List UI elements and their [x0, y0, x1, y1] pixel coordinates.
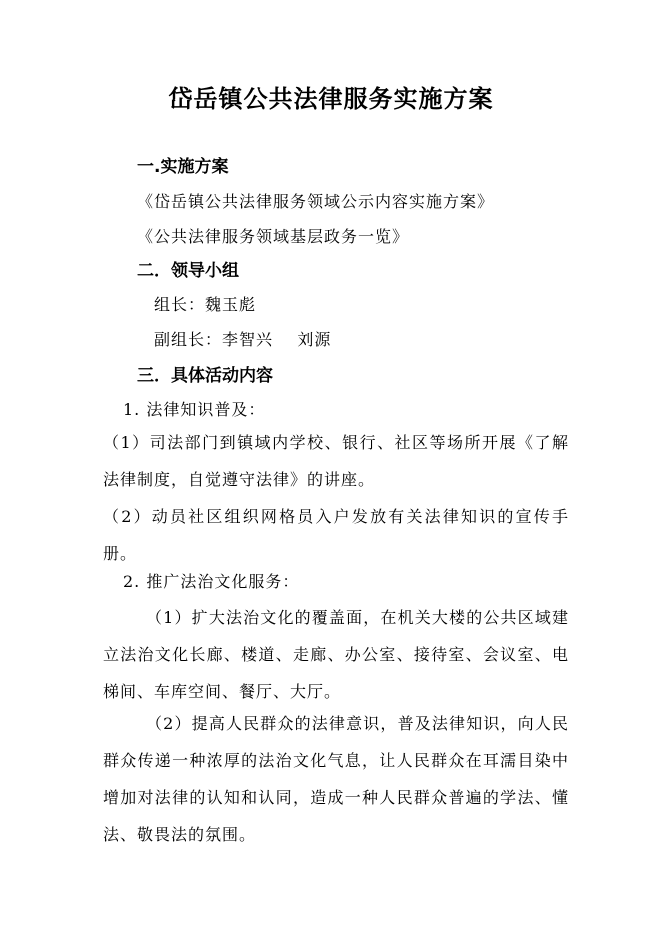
section-heading-activities: 三．具体活动内容	[137, 366, 273, 386]
plan-item-1: 《岱岳镇公共法律服务领域公示内容实施方案》	[137, 192, 495, 211]
subsection-title-legal-knowledge: 1. 法律知识普及：	[123, 400, 266, 419]
subsection-title-rule-of-law-culture: 2. 推广法治文化服务：	[123, 572, 300, 591]
document-title: 岱岳镇公共法律服务实施方案	[168, 85, 494, 113]
plan-item-2: 《公共法律服务领域基层政务一览》	[137, 227, 410, 246]
paragraph-handbook: （2）动员社区组织网格员入户发放有关法律知识的宣传手册。	[103, 507, 569, 563]
leader-line: 组长：魏玉彪	[154, 295, 257, 314]
paragraph-lecture: （1）司法部门到镇域内学校、银行、社区等场所开展《了解法律制度，自觉遵守法律》的讲座。	[103, 433, 569, 489]
paragraph-legal-awareness: （2）提高人民群众的法律意识，普及法律知识，向人民群众传递一种浓厚的法治文化气息，让人民群众在耳濡目染中增加对法律的认知和认同，造成一种人民群众普遍的学法、懂法、敬畏法的氛围。	[103, 714, 569, 844]
section-heading-leadership: 二．领导小组	[137, 261, 239, 281]
section-heading-implementation: 一.实施方案	[137, 157, 229, 177]
deputy-leader-line: 副组长：李智兴 刘源	[154, 330, 332, 349]
paragraph-culture-coverage: （1）扩大法治文化的覆盖面，在机关大楼的公共区域建立法治文化长廊、楼道、走廊、办公室、接待室、会议室、电梯间、车库空间、餐厅、大厅。	[103, 608, 569, 701]
